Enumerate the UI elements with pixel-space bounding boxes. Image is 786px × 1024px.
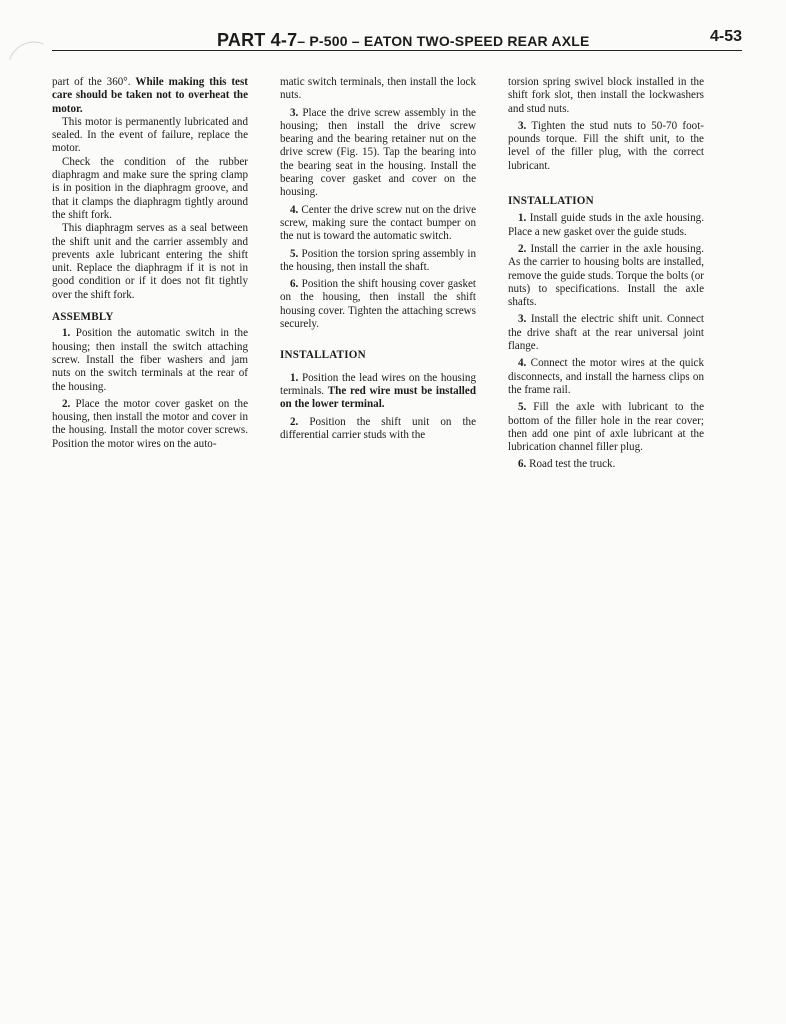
step-number: 6.	[518, 458, 527, 471]
step-number: 5.	[518, 401, 527, 414]
step-text: Install guide studs in the axle housing. Place a new gasket over the guide studs.	[508, 212, 704, 238]
step-text: Fill the axle with lubricant to the bottom of the filler hole in the rear cover; then add one pint of axle lubricant at the lubrication channel filler plug.	[508, 401, 704, 454]
step-number: 3.	[518, 119, 527, 132]
column-2	[280, 76, 476, 442]
step-paragraph	[280, 204, 476, 244]
step-paragraph	[52, 327, 248, 393]
step-text: Install the electric shift unit. Connect the drive shaft at the rear universal joint flange.	[508, 313, 704, 353]
step-text: Place the drive screw assembly in the housing; then install the drive screw bearing and the bearing retainer nut on the drive screw (Fig. 15). Tap the bearing into the bearing seat in the housing. Install the bearing cover gasket and cover on the housing.	[280, 106, 476, 199]
section-heading-installation: INSTALLATION	[508, 195, 594, 208]
step-number: 2.	[290, 415, 299, 428]
running-title	[217, 30, 590, 51]
section-heading-assembly: ASSEMBLY	[52, 311, 114, 324]
paragraph: matic switch terminals, then install the lock nuts.	[280, 76, 476, 102]
step-text: Position the shift unit on the differential carrier studs with the	[280, 415, 476, 441]
paragraph: This diaphragm serves as a seal between the shift unit and the carrier assembly and prevents axle lubricant entering the shift unit. Replace the diaphragm if it is not in good condition or if it does not fit tightly over the shift fork.	[52, 222, 248, 301]
step-paragraph	[280, 107, 476, 200]
step-paragraph	[508, 357, 704, 397]
paragraph: Check the condition of the rubber diaphragm and make sure the spring clamp is in position in the diaphragm groove, and that it clamps the diaphragm tightly around the shift fork.	[52, 155, 248, 221]
step-number: 1.	[518, 212, 527, 225]
step-number: 6.	[290, 278, 299, 291]
warning-text: While making this test care should be taken not to overheat the motor.	[52, 76, 248, 115]
step-text: Center the drive screw nut on the drive screw, making sure the contact bumper on the nut is toward the automatic switch.	[280, 203, 476, 243]
text-run: part of the 360°.	[52, 76, 136, 88]
step-text: Install the carrier in the axle housing. As the carrier to housing bolts are installed, remove the guide studs. Torque the bolts (or nuts) to specifications. Install the axle shafts.	[508, 242, 704, 309]
paragraph: This motor is permanently lubricated and sealed. In the event of failure, replace the motor.	[52, 115, 248, 155]
step-paragraph	[508, 401, 704, 454]
step-number: 4.	[518, 357, 527, 370]
step-paragraph	[508, 313, 704, 353]
step-text: Connect the motor wires at the quick disconnects, and install the harness clips on the frame rail.	[508, 357, 704, 396]
header-rule	[52, 50, 742, 51]
step-number: 5.	[290, 247, 299, 260]
step-paragraph	[508, 458, 704, 471]
step-text: Place the motor cover gasket on the housing, then install the motor and cover in the housing. Install the motor cover screws. Position the motor wires on the auto-	[52, 397, 248, 450]
page-corner-mark	[9, 34, 44, 69]
step-number: 2.	[518, 242, 527, 255]
step-text: Position the automatic switch in the housing; then install the switch attaching screw. Install the fiber washers and jam nuts on the switch terminals at the rear of the housing.	[52, 327, 248, 393]
section-heading-installation: INSTALLATION	[280, 349, 366, 362]
page-header	[52, 26, 742, 52]
step-number: 3.	[290, 106, 299, 119]
column-3	[508, 76, 704, 472]
step-text: Tighten the stud nuts to 50-70 foot-pounds torque. Fill the shift unit, to the level of the filler plug, with the correct lubricant.	[508, 119, 704, 172]
step-paragraph	[508, 212, 704, 239]
step-paragraph	[280, 248, 476, 275]
warning-text: The red wire must be installed on the lower terminal.	[280, 384, 476, 411]
step-text: Road test the truck.	[526, 458, 616, 471]
page-number: 4-53	[709, 28, 742, 45]
step-text: Position the shift housing cover gasket on the housing, then install the shift housing cover. Tighten the attaching screws securely.	[280, 278, 476, 331]
paragraph	[52, 76, 248, 116]
step-text: Position the lead wires on the housing terminals.	[280, 371, 476, 397]
step-number: 1.	[62, 327, 71, 340]
step-paragraph	[508, 120, 704, 173]
step-number: 4.	[290, 203, 299, 216]
section-subtitle: – P-500 – EATON TWO-SPEED REAR AXLE	[297, 33, 590, 49]
step-text: Position the torsion spring assembly in the housing, then install the shaft.	[280, 247, 476, 273]
paragraph: torsion spring swivel block installed in the shift fork slot, then install the lockwashers and stud nuts.	[508, 76, 704, 115]
step-number: 3.	[518, 313, 527, 326]
step-number: 1.	[290, 371, 299, 384]
step-paragraph	[280, 278, 476, 331]
step-number: 2.	[62, 397, 71, 410]
part-label: PART 4-7	[217, 30, 298, 50]
step-paragraph	[508, 243, 704, 309]
step-paragraph	[52, 398, 248, 451]
step-paragraph	[280, 416, 476, 443]
column-1	[52, 76, 248, 451]
step-paragraph	[280, 372, 476, 412]
